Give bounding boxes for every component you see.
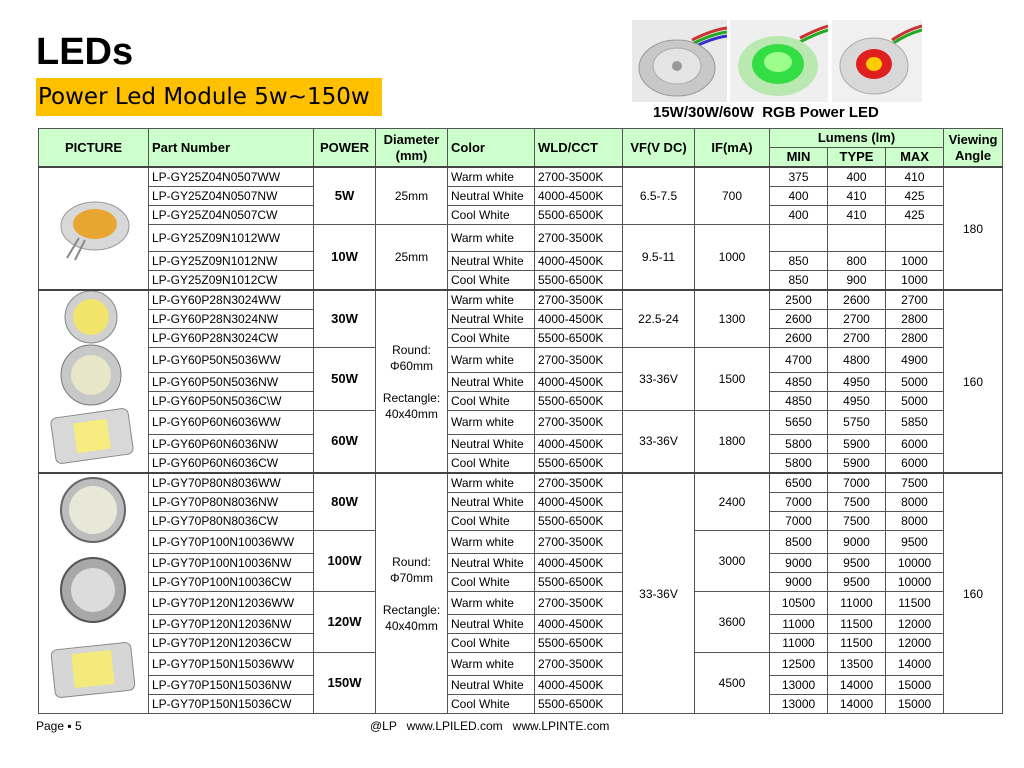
diameter-value: 25mm: [376, 225, 448, 291]
header-lumens-max: MAX: [886, 148, 944, 168]
part-number: LP-GY60P60N6036CW: [149, 454, 314, 474]
lumens-type: 400: [828, 167, 886, 187]
lumens-max: 1000: [886, 252, 944, 271]
lumens-max: 14000: [886, 653, 944, 676]
table-row: [39, 391, 1003, 410]
rgb-led-photo-red: [832, 20, 922, 102]
table-row: [39, 615, 1003, 634]
header-power: POWER: [314, 129, 376, 168]
color-value: Warm white: [448, 473, 535, 493]
lumens-max: 5000: [886, 391, 944, 410]
lumens-min: 4850: [770, 391, 828, 410]
footer-websites: @LP www.LPILED.com www.LPINTE.com: [370, 719, 610, 733]
lumens-max: 15000: [886, 676, 944, 695]
cct-value: 2700-3500K: [535, 348, 623, 373]
color-value: Cool White: [448, 634, 535, 653]
lumens-max: 8000: [886, 493, 944, 512]
if-value: 4500: [695, 653, 770, 714]
part-number: LP-GY25Z04N0507NW: [149, 187, 314, 206]
lumens-type: 5900: [828, 435, 886, 454]
diameter-value-60mm: [376, 290, 448, 473]
lumens-max: 6000: [886, 454, 944, 474]
lumens-min: 400: [770, 206, 828, 225]
cct-value: 4000-4500K: [535, 554, 623, 573]
lumens-max: 10000: [886, 554, 944, 573]
header-if: IF(mA): [695, 129, 770, 168]
lumens-min: 11000: [770, 634, 828, 653]
part-number: LP-GY70P100N10036CW: [149, 573, 314, 592]
if-value: 1300: [695, 290, 770, 348]
cct-value: 5500-6500K: [535, 329, 623, 348]
color-value: Cool White: [448, 271, 535, 291]
lumens-type: 800: [828, 252, 886, 271]
cct-value: 2700-3500K: [535, 473, 623, 493]
color-value: Cool White: [448, 391, 535, 410]
table-row: [39, 512, 1003, 531]
part-number: LP-GY70P80N8036NW: [149, 493, 314, 512]
color-value: Neutral White: [448, 493, 535, 512]
led-module-picture-30w-60w: [39, 290, 149, 473]
header-lumens-min: MIN: [770, 148, 828, 168]
part-number: LP-GY25Z09N1012NW: [149, 252, 314, 271]
if-value: 700: [695, 167, 770, 225]
table-row: [39, 573, 1003, 592]
lumens-type: 4950: [828, 372, 886, 391]
table-row: [39, 435, 1003, 454]
lumens-max: 6000: [886, 435, 944, 454]
page-subtitle: Power Led Module 5w~150w: [36, 78, 382, 116]
lumens-min: 400: [770, 187, 828, 206]
lumens-min: 10500: [770, 592, 828, 615]
if-value: 3000: [695, 531, 770, 592]
table-row: [39, 410, 1003, 435]
rgb-led-photo-green: [730, 20, 828, 102]
lumens-type: 11500: [828, 634, 886, 653]
lumens-type: 2600: [828, 290, 886, 310]
table-row: [39, 454, 1003, 474]
header-color: Color: [448, 129, 535, 168]
part-number: LP-GY60P28N3024WW: [149, 290, 314, 310]
lumens-max: 2800: [886, 329, 944, 348]
rgb-led-photo-silver: [632, 20, 727, 102]
viewing-angle-value: 180: [944, 167, 1003, 290]
lumens-max: 2800: [886, 310, 944, 329]
table-row: [39, 271, 1003, 291]
part-number: LP-GY70P80N8036CW: [149, 512, 314, 531]
part-number: LP-GY70P100N10036NW: [149, 554, 314, 573]
cct-value: 2700-3500K: [535, 290, 623, 310]
cct-value: 2700-3500K: [535, 167, 623, 187]
part-number: LP-GY60P28N3024NW: [149, 310, 314, 329]
header-lumens-type: TYPE: [828, 148, 886, 168]
viewing-angle-value: 160: [944, 290, 1003, 473]
lumens-max: 2700: [886, 290, 944, 310]
table-row: [39, 206, 1003, 225]
table-row: [39, 329, 1003, 348]
power-value: 10W: [314, 225, 376, 291]
color-value: Warm white: [448, 410, 535, 435]
part-number: LP-GY70P120N12036WW: [149, 592, 314, 615]
if-value: 1000: [695, 225, 770, 291]
lumens-type: 5750: [828, 410, 886, 435]
part-number: LP-GY70P150N15036CW: [149, 695, 314, 714]
lumens-type: 410: [828, 187, 886, 206]
part-number: LP-GY60P50N5036NW: [149, 372, 314, 391]
lumens-min: 12500: [770, 653, 828, 676]
part-number: LP-GY25Z09N1012WW: [149, 225, 314, 252]
part-number: LP-GY25Z09N1012CW: [149, 271, 314, 291]
power-value: 60W: [314, 410, 376, 473]
part-number: LP-GY70P120N12036NW: [149, 615, 314, 634]
diameter-rect-size: 40x40mm: [385, 406, 438, 421]
vf-value: 22.5-24: [623, 290, 695, 348]
part-number: LP-GY60P50N5036C\W: [149, 391, 314, 410]
if-value: 1500: [695, 348, 770, 411]
lumens-type: 2700: [828, 329, 886, 348]
lumens-max: 1000: [886, 271, 944, 291]
spec-table: [38, 128, 1003, 714]
cct-value: 4000-4500K: [535, 493, 623, 512]
lumens-type: 9000: [828, 531, 886, 554]
power-value: 30W: [314, 290, 376, 348]
lumens-min: 2600: [770, 329, 828, 348]
part-number: LP-GY60P50N5036WW: [149, 348, 314, 373]
part-number: LP-GY70P150N15036WW: [149, 653, 314, 676]
lumens-max: 425: [886, 206, 944, 225]
lumens-type: 5900: [828, 454, 886, 474]
part-number: LP-GY70P80N8036WW: [149, 473, 314, 493]
color-value: Warm white: [448, 290, 535, 310]
color-value: Neutral White: [448, 676, 535, 695]
color-value: Cool White: [448, 329, 535, 348]
lumens-type: 13500: [828, 653, 886, 676]
cct-value: 2700-3500K: [535, 531, 623, 554]
cct-value: 4000-4500K: [535, 187, 623, 206]
lumens-type: 410: [828, 206, 886, 225]
header-diameter: Diameter (mm): [376, 129, 448, 168]
lumens-max: 7500: [886, 473, 944, 493]
color-value: Warm white: [448, 348, 535, 373]
lumens-type: 9500: [828, 573, 886, 592]
header-lumens: Lumens (lm): [770, 129, 944, 148]
cct-value: 5500-6500K: [535, 573, 623, 592]
lumens-max: 425: [886, 187, 944, 206]
lumens-min: 850: [770, 252, 828, 271]
lumens-max: 10000: [886, 573, 944, 592]
lumens-min: 5800: [770, 454, 828, 474]
vf-value: 6.5-7.5: [623, 167, 695, 225]
header-vf: VF(V DC): [623, 129, 695, 168]
vf-value: 33-36V: [623, 473, 695, 714]
cct-value: 4000-4500K: [535, 372, 623, 391]
lumens-min: 5650: [770, 410, 828, 435]
color-value: Cool White: [448, 512, 535, 531]
lumens-max: 410: [886, 167, 944, 187]
color-value: Warm white: [448, 592, 535, 615]
diameter-round-size: Φ70mm: [390, 570, 433, 585]
cct-value: 5500-6500K: [535, 454, 623, 474]
part-number: LP-GY60P28N3024CW: [149, 329, 314, 348]
cct-value: 4000-4500K: [535, 676, 623, 695]
color-value: Neutral White: [448, 252, 535, 271]
diameter-rect-size: 40x40mm: [385, 618, 438, 633]
cct-value: 5500-6500K: [535, 512, 623, 531]
table-row: [39, 473, 1003, 493]
cct-value: 4000-4500K: [535, 435, 623, 454]
lumens-min: 850: [770, 271, 828, 291]
rgb-led-photos: [632, 20, 922, 102]
lumens-max: 11500: [886, 592, 944, 615]
lumens-type: 9500: [828, 554, 886, 573]
lumens-type: 7000: [828, 473, 886, 493]
cct-value: 2700-3500K: [535, 410, 623, 435]
lumens-min: 4850: [770, 372, 828, 391]
cct-value: 5500-6500K: [535, 271, 623, 291]
diameter-round-label: Round:: [392, 554, 431, 569]
table-row: [39, 493, 1003, 512]
if-value: 1800: [695, 410, 770, 473]
table-row: [39, 225, 1003, 252]
lumens-type: [828, 225, 886, 252]
power-value: 80W: [314, 473, 376, 531]
page-number: Page ▪ 5: [36, 719, 82, 733]
table-row: [39, 695, 1003, 714]
power-value: 5W: [314, 167, 376, 225]
power-value: 50W: [314, 348, 376, 411]
cct-value: 4000-4500K: [535, 615, 623, 634]
lumens-max: 15000: [886, 695, 944, 714]
table-row: [39, 531, 1003, 554]
lumens-max: 5000: [886, 372, 944, 391]
lumens-type: 14000: [828, 695, 886, 714]
table-row: [39, 653, 1003, 676]
lumens-min: 13000: [770, 676, 828, 695]
diameter-value: 25mm: [376, 167, 448, 225]
lumens-type: 7500: [828, 493, 886, 512]
table-row: [39, 592, 1003, 615]
cct-value: 5500-6500K: [535, 391, 623, 410]
cct-value: 2700-3500K: [535, 225, 623, 252]
color-value: Warm white: [448, 531, 535, 554]
color-value: Neutral White: [448, 435, 535, 454]
cct-value: 4000-4500K: [535, 252, 623, 271]
lumens-min: 9000: [770, 573, 828, 592]
color-value: Cool White: [448, 695, 535, 714]
lumens-min: 4700: [770, 348, 828, 373]
cct-value: 4000-4500K: [535, 310, 623, 329]
if-value: 2400: [695, 473, 770, 531]
lumens-min: 9000: [770, 554, 828, 573]
photo-caption: 15W/30W/60W RGB Power LED: [653, 104, 879, 121]
lumens-max: [886, 225, 944, 252]
color-value: Neutral White: [448, 554, 535, 573]
table-row: [39, 187, 1003, 206]
table-row: [39, 252, 1003, 271]
lumens-min: 13000: [770, 695, 828, 714]
header-part-number: Part Number: [149, 129, 314, 168]
lumens-type: 14000: [828, 676, 886, 695]
diameter-rect-label: Rectangle:: [382, 602, 441, 617]
lumens-type: 7500: [828, 512, 886, 531]
lumens-min: 6500: [770, 473, 828, 493]
cct-value: 5500-6500K: [535, 634, 623, 653]
color-value: Cool White: [448, 454, 535, 474]
lumens-min: 7000: [770, 512, 828, 531]
cct-value: 2700-3500K: [535, 592, 623, 615]
table-row: [39, 634, 1003, 653]
table-row: [39, 167, 1003, 187]
color-value: Warm white: [448, 653, 535, 676]
lumens-min: 7000: [770, 493, 828, 512]
power-value: 150W: [314, 653, 376, 714]
diameter-rect-label: Rectangle:: [382, 390, 441, 405]
lumens-max: 5850: [886, 410, 944, 435]
color-value: Neutral White: [448, 615, 535, 634]
table-row: [39, 676, 1003, 695]
page-title: LEDs: [36, 31, 134, 73]
lumens-type: 900: [828, 271, 886, 291]
power-value: 100W: [314, 531, 376, 592]
header-picture: PICTURE: [39, 129, 149, 168]
diameter-round-size: Φ60mm: [390, 358, 433, 373]
lumens-max: 9500: [886, 531, 944, 554]
diameter-round-label: Round:: [392, 342, 431, 357]
color-value: Warm white: [448, 167, 535, 187]
lumens-min: [770, 225, 828, 252]
vf-value: 33-36V: [623, 410, 695, 473]
lumens-min: 2600: [770, 310, 828, 329]
diameter-value-70mm: [376, 473, 448, 714]
lumens-min: 375: [770, 167, 828, 187]
lumens-type: 4950: [828, 391, 886, 410]
table-row: [39, 290, 1003, 310]
part-number: LP-GY70P150N15036NW: [149, 676, 314, 695]
part-number: LP-GY70P100N10036WW: [149, 531, 314, 554]
cct-value: 5500-6500K: [535, 206, 623, 225]
table-row: [39, 348, 1003, 373]
vf-value: 33-36V: [623, 348, 695, 411]
part-number: LP-GY60P60N6036NW: [149, 435, 314, 454]
lumens-max: 4900: [886, 348, 944, 373]
part-number: LP-GY70P120N12036CW: [149, 634, 314, 653]
lumens-type: 11000: [828, 592, 886, 615]
cct-value: 2700-3500K: [535, 653, 623, 676]
color-value: Cool White: [448, 573, 535, 592]
color-value: Warm white: [448, 225, 535, 252]
vf-value: 9.5-11: [623, 225, 695, 291]
header-wld-cct: WLD/CCT: [535, 129, 623, 168]
if-value: 3600: [695, 592, 770, 653]
led-module-picture-5w-10w: [39, 167, 149, 290]
lumens-max: 12000: [886, 615, 944, 634]
cct-value: 5500-6500K: [535, 695, 623, 714]
power-value: 120W: [314, 592, 376, 653]
part-number: LP-GY25Z04N0507CW: [149, 206, 314, 225]
led-module-picture-80w-150w: [39, 473, 149, 714]
table-row: [39, 554, 1003, 573]
color-value: Neutral White: [448, 187, 535, 206]
color-value: Cool White: [448, 206, 535, 225]
part-number: LP-GY25Z04N0507WW: [149, 167, 314, 187]
lumens-min: 11000: [770, 615, 828, 634]
lumens-min: 8500: [770, 531, 828, 554]
lumens-type: 11500: [828, 615, 886, 634]
color-value: Neutral White: [448, 310, 535, 329]
viewing-angle-value: 160: [944, 473, 1003, 714]
table-row: [39, 310, 1003, 329]
lumens-min: 2500: [770, 290, 828, 310]
lumens-type: 4800: [828, 348, 886, 373]
lumens-min: 5800: [770, 435, 828, 454]
part-number: LP-GY60P60N6036WW: [149, 410, 314, 435]
header-viewing-angle: Viewing Angle: [944, 129, 1003, 168]
lumens-type: 2700: [828, 310, 886, 329]
lumens-max: 12000: [886, 634, 944, 653]
table-row: [39, 372, 1003, 391]
lumens-max: 8000: [886, 512, 944, 531]
color-value: Neutral White: [448, 372, 535, 391]
